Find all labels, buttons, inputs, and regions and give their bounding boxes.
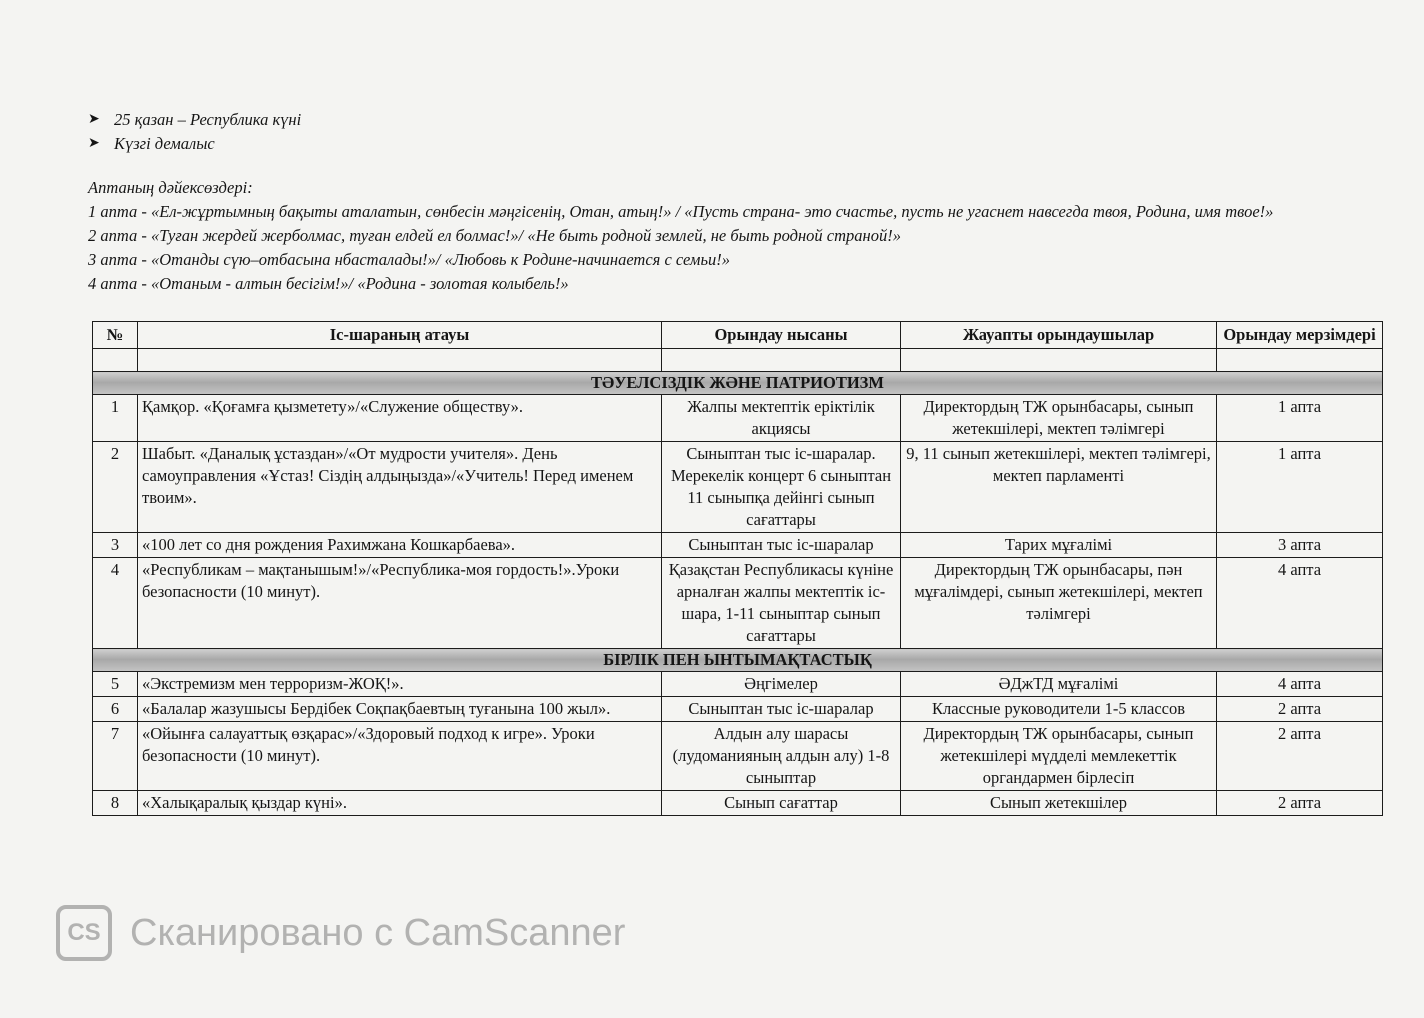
row-term: 4 апта — [1217, 558, 1383, 649]
camscanner-watermark — [56, 905, 625, 961]
table-row — [93, 442, 1383, 533]
row-form: Әңгімелер — [662, 672, 901, 697]
arrow-bullet-icon: ➤ — [88, 112, 100, 127]
row-form: Қазақстан Республикасы күніне арналған жалпы мектептік іс-шара, 1-11 сыныптар сынып сағаттары — [662, 558, 901, 649]
row-responsible: Директордың ТЖ орынбасары, сынып жетекшілері, мектеп тәлімгері — [901, 395, 1217, 442]
table-row — [93, 558, 1383, 649]
row-number: 7 — [93, 722, 138, 791]
row-term: 3 апта — [1217, 533, 1383, 558]
table-row — [93, 722, 1383, 791]
row-term: 2 апта — [1217, 697, 1383, 722]
row-number: 2 — [93, 442, 138, 533]
table-row — [93, 533, 1383, 558]
events-table — [92, 321, 1383, 816]
section-row — [93, 649, 1383, 672]
row-term: 1 апта — [1217, 395, 1383, 442]
slogan-week-4: 4 апта - «Отаным - алтын бесігім!»/ «Родина - золотая колыбель!» — [88, 274, 569, 293]
row-event-name: «Республикам – мақтанышым!»/«Республика-моя гордость!».Уроки безопасности (10 минут). — [138, 558, 662, 649]
slogan-week-2: 2 апта - «Туған жердей жерболмас, туған елдей ел болмас!»/ «Не быть родной землей, не быть родной страной!» — [88, 226, 901, 245]
header-event-name: Іс-шараның атауы — [138, 322, 662, 349]
table-row — [93, 672, 1383, 697]
row-number: 4 — [93, 558, 138, 649]
bullet-item — [88, 108, 1358, 132]
section-title: БІРЛІК ПЕН ЫНТЫМАҚТАСТЫҚ — [93, 649, 1383, 672]
row-event-name: «Экстремизм мен терроризм-ЖОҚ!». — [138, 672, 662, 697]
bullet-item — [88, 132, 1358, 156]
table-row — [93, 791, 1383, 816]
header-term: Орындау мерзімдері — [1217, 322, 1383, 349]
row-responsible: 9, 11 сынып жетекшілері, мектеп тәлімгері, мектеп парламенті — [901, 442, 1217, 533]
row-responsible: Тарих мұғалімі — [901, 533, 1217, 558]
row-term: 2 апта — [1217, 791, 1383, 816]
row-term: 4 апта — [1217, 672, 1383, 697]
header-form: Орындау нысаны — [662, 322, 901, 349]
row-term: 2 апта — [1217, 722, 1383, 791]
empty-row — [93, 349, 1383, 372]
row-number: 5 — [93, 672, 138, 697]
row-event-name: Қамқор. «Қоғамға қызметету»/«Служение обществу». — [138, 395, 662, 442]
row-form: Сынып сағаттар — [662, 791, 901, 816]
header-number: № — [93, 322, 138, 349]
row-number: 8 — [93, 791, 138, 816]
row-form: Алдын алу шарасы (лудоманияның алдын алу) 1-8 сыныптар — [662, 722, 901, 791]
row-event-name: «Балалар жазушысы Бердібек Соқпақбаевтың туғанына 100 жыл». — [138, 697, 662, 722]
table-row — [93, 395, 1383, 442]
row-responsible: Сынып жетекшілер — [901, 791, 1217, 816]
table-row — [93, 697, 1383, 722]
section-title: ТӘУЕЛСІЗДІК ЖӘНЕ ПАТРИОТИЗМ — [93, 372, 1383, 395]
slogans-title: Аптаның дәйексөздері: — [88, 178, 253, 197]
table-header-row — [93, 322, 1383, 349]
row-event-name: «Халықаралық қыздар күні». — [138, 791, 662, 816]
row-number: 6 — [93, 697, 138, 722]
bullet-text: Күзгі демалыс — [114, 134, 215, 153]
slogan-week-1: 1 апта - «Ел-жұртымның бақыты аталатын, сөнбесін мәңгісенің, Отан, атың!» / «Пусть страна- это счастье, пусть не угаснет навсегда твоя, Родина, имя твое!» — [88, 202, 1274, 221]
watermark-text: Сканировано с CamScanner — [130, 911, 626, 954]
header-responsible: Жауапты орындаушылар — [901, 322, 1217, 349]
row-form: Сыныптан тыс іс-шаралар — [662, 697, 901, 722]
row-event-name: Шабыт. «Даналық ұстаздан»/«От мудрости учителя». День самоуправления «Ұстаз! Сіздің алдыңызда»/«Учитель! Перед именем твоим». — [138, 442, 662, 533]
slogan-week-3: 3 апта - «Отанды сүю–отбасына нбасталады!»/ «Любовь к Родине-начинается с семьи!» — [88, 250, 730, 269]
row-responsible: Классные руководители 1-5 классов — [901, 697, 1217, 722]
row-responsible: Директордың ТЖ орынбасары, сынып жетекшілері мүдделі мемлекеттік органдармен бірлесіп — [901, 722, 1217, 791]
row-form: Сыныптан тыс іс-шаралар — [662, 533, 901, 558]
row-term: 1 апта — [1217, 442, 1383, 533]
row-event-name: «Ойынға салауаттық өзқарас»/«Здоровый подход к игре». Уроки безопасности (10 минут). — [138, 722, 662, 791]
row-number: 3 — [93, 533, 138, 558]
section-row — [93, 372, 1383, 395]
row-event-name: «100 лет со дня рождения Рахимжана Кошкарбаева». — [138, 533, 662, 558]
arrow-bullet-icon: ➤ — [88, 136, 100, 151]
row-number: 1 — [93, 395, 138, 442]
row-form: Жалпы мектептік еріктілік акциясы — [662, 395, 901, 442]
camscanner-logo-icon: CS — [56, 905, 112, 961]
document-intro — [88, 108, 1358, 296]
row-responsible: ӘДжТД мұғалімі — [901, 672, 1217, 697]
bullet-text: 25 қазан – Республика күні — [114, 110, 302, 129]
row-form: Сыныптан тыс іс-шаралар. Мерекелік концерт 6 сыныптан 11 сыныпқа дейінгі сынып сағаттары — [662, 442, 901, 533]
row-responsible: Директордың ТЖ орынбасары, пән мұғалімдері, сынып жетекшілері, мектеп тәлімгері — [901, 558, 1217, 649]
